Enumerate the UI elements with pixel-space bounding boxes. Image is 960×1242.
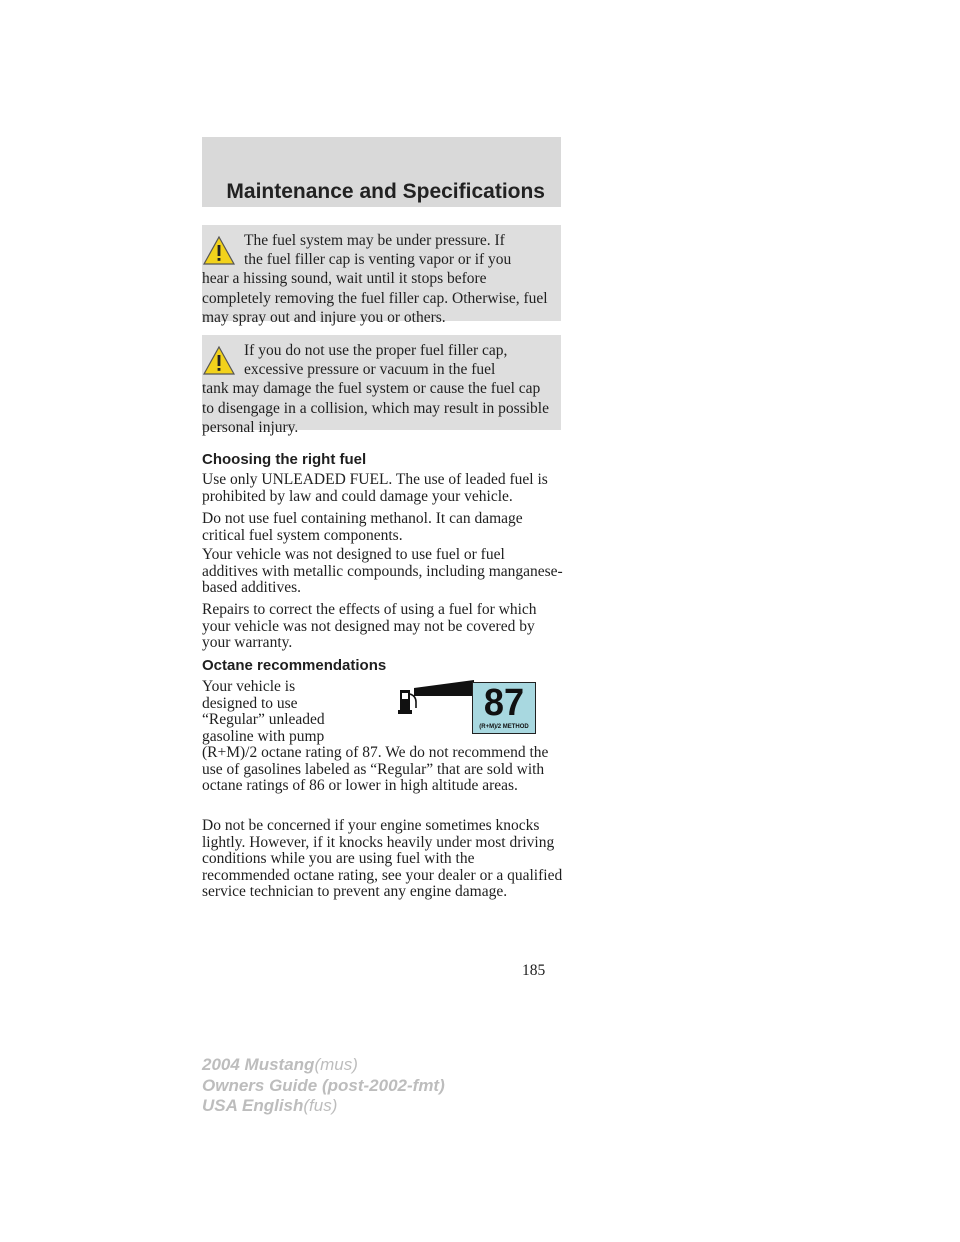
warning-line: The fuel system may be under pressure. If <box>244 232 505 249</box>
paragraph-octane-intro <box>202 679 402 745</box>
paragraph: Your vehicle was not designed to use fuel or fuel additives with metallic compounds, including manganese-based additives. <box>202 546 563 596</box>
heading-choosing-fuel: Choosing the right fuel <box>202 451 367 468</box>
page-number: 185 <box>522 962 546 979</box>
footer-line-language <box>202 1096 445 1117</box>
paragraph: Repairs to correct the effects of using a fuel for which your vehicle was not designed may not be covered by your warranty. <box>202 601 537 651</box>
heading-octane: Octane recommendations <box>202 657 387 674</box>
text-line: designed to use <box>202 694 298 712</box>
footer-language: USA English <box>202 1096 304 1115</box>
footer-line-model <box>202 1055 445 1076</box>
octane-method: (R+M)/2 METHOD <box>479 724 529 730</box>
warning-box-pressure <box>202 225 561 326</box>
text-line: gasoline with pump <box>202 727 325 745</box>
footer-model: 2004 Mustang <box>202 1055 315 1074</box>
section-title: Maintenance and Specifications <box>226 180 545 203</box>
text-line: “Regular” unleaded <box>202 711 325 728</box>
warning-line: the fuel filler cap is venting vapor or if you <box>244 251 512 269</box>
section-header-band <box>202 137 561 207</box>
footer-guide: Owners Guide (post-2002-fmt) <box>202 1075 445 1095</box>
paragraph: Do not use fuel containing methanol. It can damage critical fuel system components. <box>202 510 523 544</box>
paragraph: (R+M)/2 octane rating of 87. We do not recommend the use of gasolines labeled as “Regular” that are sold with octane ratings of 86 or lower in high altitude areas. <box>202 744 549 794</box>
warning-triangle-icon <box>202 344 236 378</box>
octane-rating-label <box>472 682 536 734</box>
warning-line: If you do not use the proper fuel filler cap, <box>244 342 508 359</box>
paragraph: Use only UNLEADED FUEL. The use of leaded fuel is prohibited by law and could damage your vehicle. <box>202 471 548 505</box>
warning-text: hear a hissing sound, wait until it stops before completely removing the fuel filler cap. Otherwise, fuel may spray out and injure you or others. <box>202 270 548 326</box>
warning-line: excessive pressure or vacuum in the fuel <box>244 361 496 379</box>
octane-value: 87 <box>483 682 525 724</box>
text-line: Your vehicle is <box>202 678 296 695</box>
warning-box-filler-cap <box>202 335 561 436</box>
paragraph: Do not be concerned if your engine sometimes knocks lightly. However, if it knocks heavily under most driving conditions while you are using fuel with the recommended octane rating, see your dealer or a qualified service technician to prevent any engine damage. <box>202 817 563 900</box>
warning-triangle-icon <box>202 234 236 268</box>
footer <box>202 1055 445 1117</box>
warning-text: tank may damage the fuel system or cause the fuel cap to disengage in a collision, which may result in possible personal injury. <box>202 380 549 436</box>
footer-language-code: (fus) <box>303 1096 338 1115</box>
footer-model-code: (mus) <box>314 1055 358 1074</box>
